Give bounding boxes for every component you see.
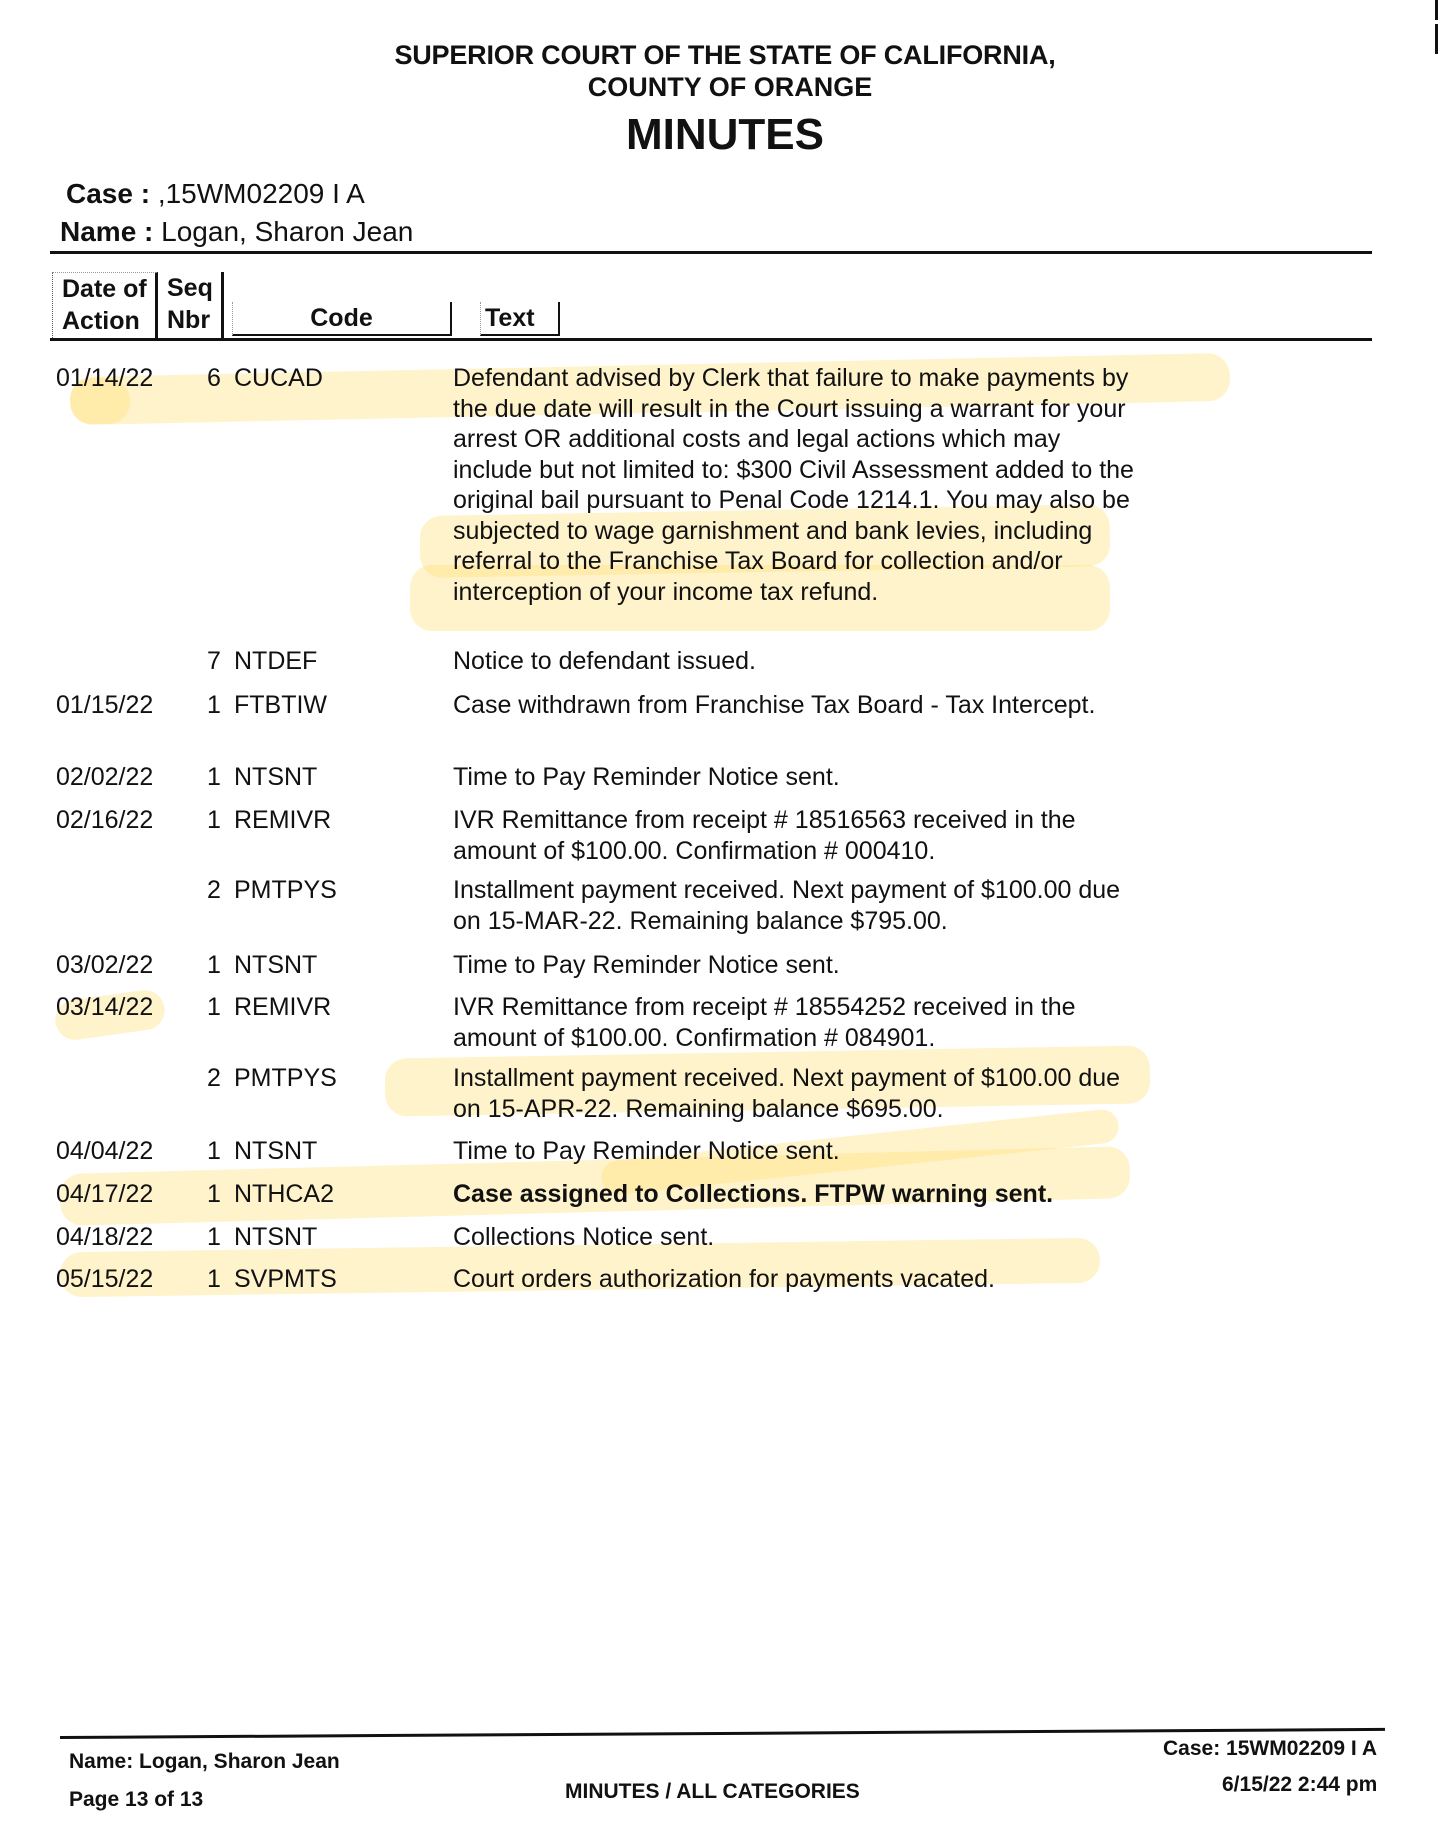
footer-name: Name: Logan, Sharon Jean — [69, 1750, 340, 1773]
action-date: 02/16/22 — [56, 806, 154, 834]
sequence-number: 1 — [207, 806, 221, 834]
action-text: Time to Pay Reminder Notice sent. — [453, 763, 840, 791]
action-text: Case assigned to Collections. FTPW warning sent. — [453, 1180, 1054, 1208]
sequence-number: 7 — [207, 647, 221, 675]
column-header-code: Code — [232, 302, 452, 336]
footer-printed-timestamp: 6/15/22 2:44 pm — [1222, 1773, 1378, 1796]
column-header-seq-line2: Nbr — [167, 306, 211, 334]
action-date: 01/15/22 — [56, 691, 154, 719]
column-header-seq-line1: Seq — [167, 274, 213, 302]
sequence-number: 1 — [207, 1137, 221, 1165]
header-divider — [50, 251, 1372, 254]
action-code: FTBTIW — [234, 691, 328, 719]
action-text: Time to Pay Reminder Notice sent. — [453, 1137, 840, 1165]
sequence-number: 1 — [207, 1223, 221, 1251]
action-date: 04/18/22 — [56, 1223, 154, 1251]
case-number-line — [66, 178, 365, 210]
action-code: NTSNT — [234, 1137, 318, 1165]
action-code: PMTPYS — [234, 876, 337, 904]
action-date: 03/02/22 — [56, 951, 154, 979]
sequence-number: 1 — [207, 763, 221, 791]
action-code: NTDEF — [234, 647, 318, 675]
table-header-divider — [50, 338, 1372, 341]
action-text: Defendant advised by Clerk that failure to make payments by the due date will result in the Court issuing a warrant for your arrest OR additional costs and legal actions which may include but not limited to: $300 Civil Assessment added to the original bail pursuant to Penal Code 1214.1. You may also be subjected to wage garnishment and bank levies, including referral to the Franchise Tax Board for collection and/or interception of your income tax refund. — [453, 364, 1134, 606]
sequence-number: 1 — [207, 993, 221, 1021]
document-title: MINUTES — [626, 110, 824, 159]
action-text: Time to Pay Reminder Notice sent. — [453, 951, 840, 979]
sequence-number: 6 — [207, 364, 221, 392]
action-date: 01/14/22 — [56, 364, 154, 392]
action-code: CUCAD — [234, 364, 323, 392]
sequence-number: 1 — [207, 1180, 221, 1208]
column-header-date — [52, 272, 158, 338]
action-text: IVR Remittance from receipt # 18516563 received in the amount of $100.00. Confirmation # 000410. — [453, 806, 1076, 865]
footer-case-number: Case: 15WM02209 I A — [1163, 1737, 1377, 1760]
defendant-name-line — [60, 216, 413, 248]
defendant-name: Logan, Sharon Jean — [161, 216, 414, 247]
county-name: COUNTY OF ORANGE — [587, 72, 873, 102]
sequence-number: 2 — [207, 1064, 221, 1092]
action-date: 02/02/22 — [56, 763, 154, 791]
case-number: ,15WM02209 I A — [157, 178, 365, 209]
action-text: Installment payment received. Next payment of $100.00 due on 15-MAR-22. Remaining balance $795.00. — [453, 876, 1121, 935]
action-code: NTSNT — [234, 1223, 318, 1251]
column-header-seq — [160, 272, 224, 338]
court-name: SUPERIOR COURT OF THE STATE OF CALIFORNIA, — [394, 40, 1056, 70]
action-code: NTHCA2 — [234, 1180, 335, 1208]
column-header-date-line1: Date of — [62, 275, 147, 303]
action-text: Notice to defendant issued. — [453, 647, 756, 675]
action-code: REMIVR — [234, 806, 332, 834]
action-text: Installment payment received. Next payment of $100.00 due on 15-APR-22. Remaining balance $695.00. — [453, 1064, 1121, 1123]
action-date: 04/17/22 — [56, 1180, 154, 1208]
sequence-number: 2 — [207, 876, 221, 904]
column-header-date-line2: Action — [62, 307, 140, 335]
action-code: NTSNT — [234, 763, 318, 791]
action-date: 04/04/22 — [56, 1137, 154, 1165]
action-text: Case withdrawn from Franchise Tax Board - Tax Intercept. — [453, 691, 1096, 719]
action-code: PMTPYS — [234, 1064, 337, 1092]
sequence-number: 1 — [207, 1265, 221, 1293]
action-text: Collections Notice sent. — [453, 1223, 715, 1251]
sequence-number: 1 — [207, 691, 221, 719]
action-code: NTSNT — [234, 951, 318, 979]
action-text: Court orders authorization for payments vacated. — [453, 1265, 995, 1293]
scan-mark — [1435, 0, 1438, 20]
column-header-text: Text — [480, 302, 560, 336]
footer-report-title: MINUTES / ALL CATEGORIES — [565, 1780, 860, 1803]
name-label: Name : — [60, 216, 154, 247]
footer-page-number: Page 13 of 13 — [69, 1788, 204, 1811]
case-label: Case : — [66, 178, 151, 209]
sequence-number: 1 — [207, 951, 221, 979]
action-text: IVR Remittance from receipt # 18554252 received in the amount of $100.00. Confirmation # 084901. — [453, 993, 1076, 1052]
action-code: REMIVR — [234, 993, 332, 1021]
action-date: 03/14/22 — [56, 993, 154, 1021]
action-code: SVPMTS — [234, 1265, 337, 1293]
action-date: 05/15/22 — [56, 1265, 154, 1293]
